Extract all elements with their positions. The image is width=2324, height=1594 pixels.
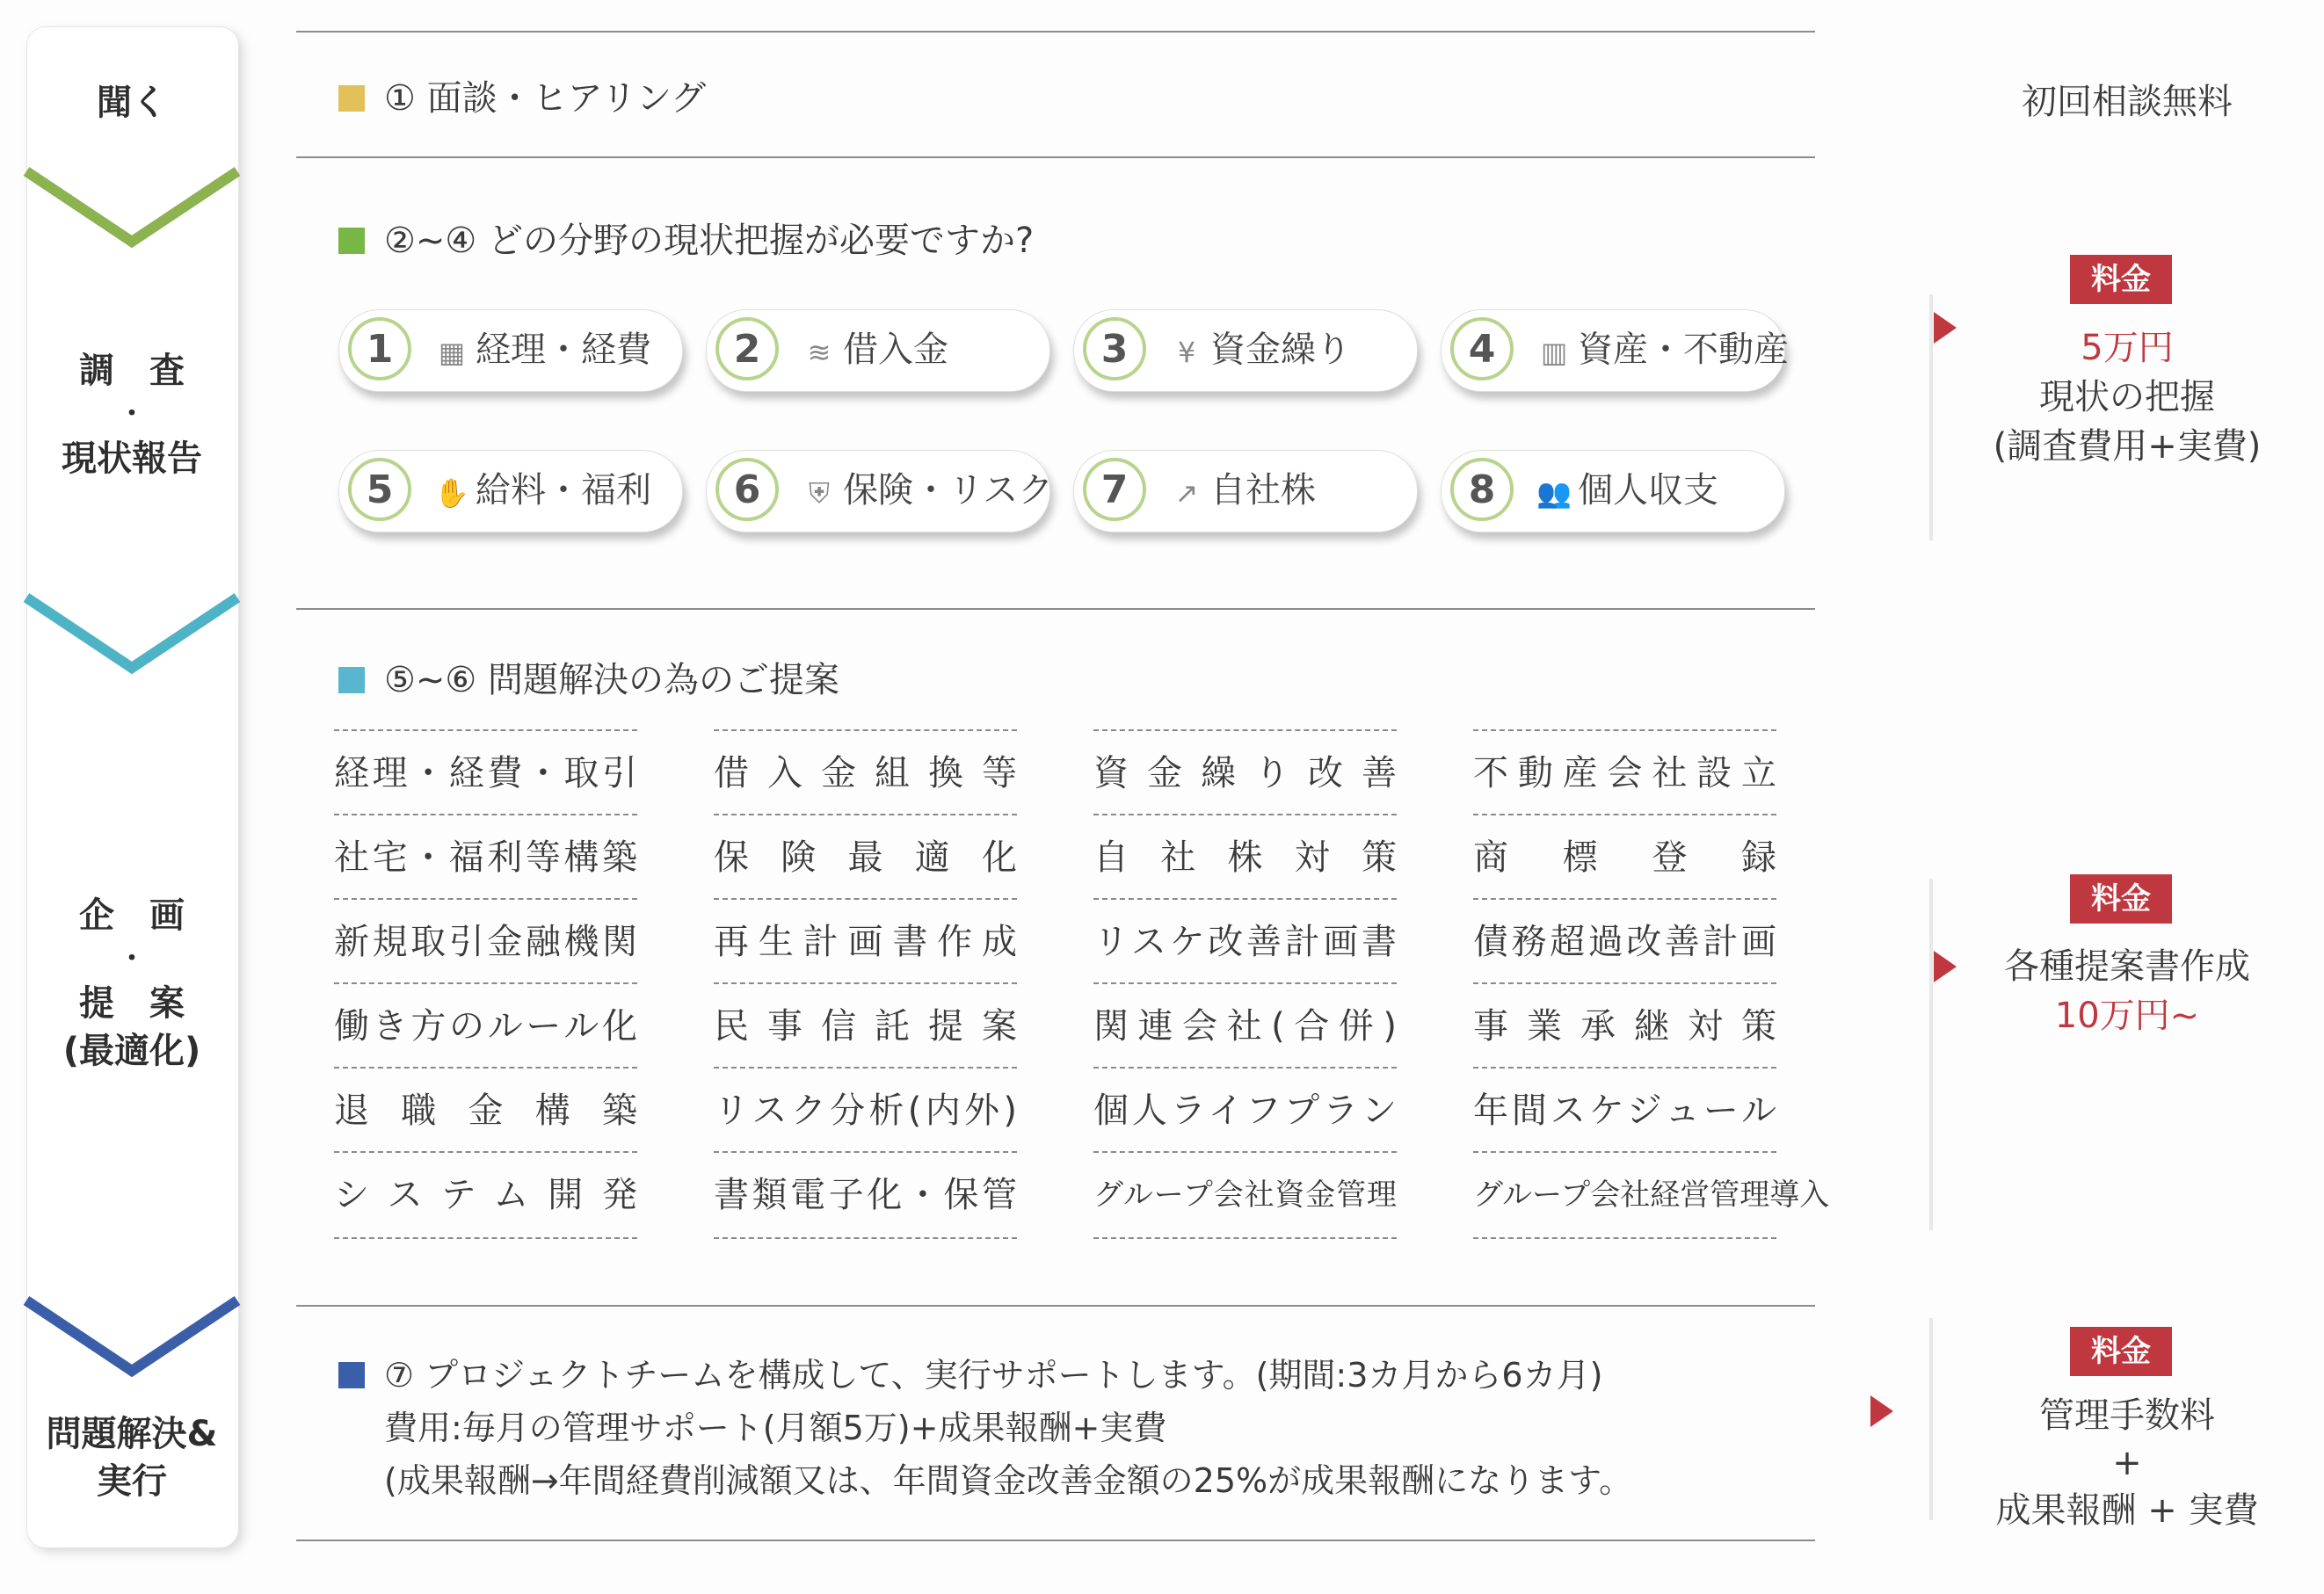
yen-head-icon: ¥: [1177, 336, 1196, 369]
stage-chevron-blue: [26, 1301, 237, 1380]
proposal-item: 退職金構築: [334, 1067, 637, 1153]
process-stage-column: [26, 26, 237, 1547]
proposal-item: 新規取引金融機関: [334, 898, 637, 984]
divider: [296, 608, 1815, 610]
proposal-item: 再生計画書作成: [714, 898, 1017, 984]
proposal-desc: 各種提案書作成: [2004, 946, 2250, 987]
plus-sign: +: [2112, 1443, 2142, 1483]
proposal-item: 資金繰り改善: [1093, 729, 1397, 815]
research-area-insurance[interactable]: 6 ⛨ 保険・リスク: [706, 450, 1050, 533]
proposal-item: リスケ改善計画書: [1093, 898, 1397, 984]
free-consultation-text: 初回相談無料: [2022, 82, 2233, 122]
blue-square-icon: [338, 1362, 365, 1388]
money-stack-icon: ≋: [807, 336, 832, 369]
research-area-personal-finance[interactable]: 8 👥 個人収支: [1441, 450, 1785, 533]
cyan-square-icon: [338, 667, 365, 693]
research-price: 5万円: [2081, 328, 2174, 368]
research-area-accounting[interactable]: 1 ▦ 経理・経費: [338, 309, 683, 392]
proposal-item: 商標登録: [1473, 814, 1776, 900]
stock-chart-icon: ↗: [1174, 476, 1199, 510]
proposal-item: 個人ライフプラン: [1093, 1067, 1397, 1153]
section-proposal-heading: ⑤~⑥ 問題解決の為のご提案: [338, 652, 839, 702]
proposal-item: 借入金組換等: [714, 729, 1017, 815]
stage-execute: 問題解決& 実行: [46, 1414, 218, 1502]
proposal-price: 10万円~: [2054, 996, 2200, 1036]
price-badge: 料金: [2070, 1327, 2172, 1376]
price-connector-line: [1929, 1318, 1933, 1520]
research-area-salary[interactable]: 5 ✋ 給料・福利: [338, 450, 683, 533]
calculator-icon: ▦: [438, 336, 466, 369]
price-connector-line: [1929, 294, 1933, 540]
people-icon: 👥: [1536, 476, 1572, 510]
stage-listen: 聞く: [97, 83, 167, 123]
proposal-item: 事業承継対策: [1473, 982, 1776, 1069]
proposal-item: 社宅・福利等構築: [334, 814, 637, 900]
price-connector-line: [1929, 879, 1933, 1230]
hand-money-icon: ✋: [434, 476, 469, 510]
research-area-cashflow[interactable]: 3 ¥ 資金繰り: [1073, 309, 1418, 392]
research-desc: 現状の把握: [2039, 377, 2215, 417]
research-desc-sub: (調査費用+実費): [1993, 426, 2262, 467]
research-area-real-estate[interactable]: 4 ▥ 資産・不動産: [1441, 309, 1785, 392]
proposal-item: 自社株対策: [1093, 814, 1397, 900]
proposal-item: グループ会社経営管理導入: [1473, 1151, 1776, 1239]
section-research-heading: ②~④ どの分野の現状把握が必要ですか?: [338, 213, 1034, 263]
stage-proposal: 企 画 ・ 提 案 (最適化): [62, 895, 201, 1071]
price-badge: 料金: [2070, 874, 2172, 924]
divider: [296, 156, 1815, 158]
stage-research: 調 査 ・ 現状報告: [62, 351, 202, 479]
divider: [296, 1540, 1815, 1541]
green-square-icon: [338, 228, 365, 254]
proposal-item: 年間スケジュール: [1473, 1067, 1776, 1153]
stage-chevron-green: [26, 171, 237, 250]
proposal-item: 保険最適化: [714, 814, 1017, 900]
arrow-right-icon: [1870, 1395, 1893, 1427]
execution-fee: 管理手数料: [2039, 1395, 2215, 1436]
shield-icon: ⛨: [808, 476, 830, 510]
price-badge: 料金: [2070, 255, 2172, 304]
proposal-item: リスク分析(内外): [714, 1067, 1017, 1153]
proposal-item: 不動産会社設立: [1473, 729, 1776, 815]
proposal-item: 民事信託提案: [714, 982, 1017, 1069]
divider: [296, 31, 1815, 33]
arrow-right-icon: [1934, 312, 1957, 344]
proposal-item: システム開発: [334, 1151, 637, 1239]
proposal-item: 経理・経費・取引: [334, 729, 637, 815]
section-interview-heading: ① 面談・ヒアリング: [338, 70, 706, 120]
arrow-right-icon: [1934, 951, 1957, 982]
research-area-borrowing[interactable]: 2 ≋ 借入金: [706, 309, 1050, 392]
section-execution-text: ⑦ プロジェクトチームを構成して、実行サポートします。(期間:3カ月から6カ月) 費用:毎月の管理サポート(月額5万)+成果報酬+実費 (成果報酬→年間経費削減額又は、年間資金改善金額の25%が成果報酬になります。: [338, 1349, 1632, 1507]
proposal-item: 関連会社(合併): [1093, 982, 1397, 1069]
proposal-item: 働き方のルール化: [334, 982, 637, 1069]
stage-chevron-cyan: [26, 598, 237, 677]
research-area-company-stock[interactable]: 7 ↗ 自社株: [1073, 450, 1418, 533]
building-icon: ▥: [1540, 336, 1568, 369]
proposal-item: 書類電子化・保管: [714, 1151, 1017, 1239]
proposal-item: 債務超過改善計画: [1473, 898, 1776, 984]
proposal-item: グループ会社資金管理: [1093, 1151, 1397, 1239]
yellow-square-icon: [338, 85, 365, 112]
execution-fee-sub: 成果報酬 + 実費: [1995, 1490, 2259, 1531]
divider: [296, 1305, 1815, 1307]
